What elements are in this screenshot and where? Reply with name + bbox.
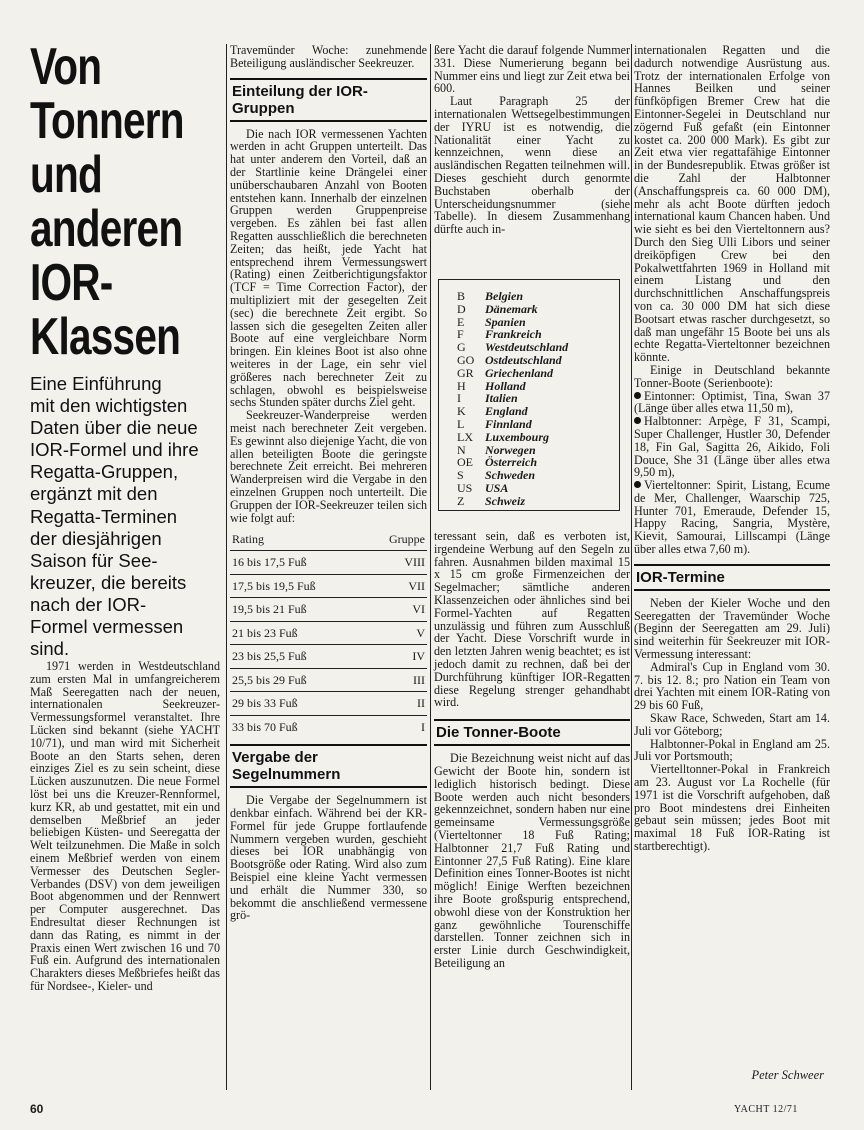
nation-name: Westdeutschland: [485, 340, 569, 355]
nation-row: [457, 431, 619, 444]
bullet-item: [634, 390, 830, 416]
table-row: [230, 692, 427, 716]
termine-paragraph: Neben der Kieler Woche und den Seeregatten der Travemünder Woche (Beginn der Seeregatten am 29. Juli) sind weiterhin für Seekreuzer mit IOR-Vermessung interessant:: [634, 595, 830, 662]
nation-row: [457, 482, 619, 495]
rating-cell: 19,5 bis 21 Fuß: [230, 598, 365, 622]
article-title: [30, 38, 184, 366]
table-header-row: [230, 528, 427, 551]
nation-row: [457, 469, 619, 482]
heading-termine: IOR-Termine: [634, 564, 830, 591]
nation-code: Z: [457, 493, 465, 508]
lead-line: mit den wichtigsten: [30, 395, 188, 417]
nation-code: I: [457, 391, 461, 406]
col4-paragraph-2: Einige in Deutschland bekannte Tonner-Boote (Serienboote):: [634, 362, 830, 390]
nation-code: E: [457, 314, 465, 329]
nation-row: [457, 303, 619, 316]
segelnummern-paragraph: Die Vergabe der Segelnummern ist denkbar einfach. Während bei der KR-Formel für jede Gruppe fortlaufende Nummern vergeben wurden, geschieht dieses bei IOR unabhängig von Bootsgröße oder Rating. Wird also zum Beispiel eine kleine Yacht vermessen und erhält die Nummer 330, so bekommt die anschließend vermessene grö-: [230, 793, 427, 923]
nation-code: N: [457, 442, 466, 457]
nation-name: Schweiz: [485, 493, 526, 508]
table-row: [230, 551, 427, 575]
title-line: anderen: [30, 200, 183, 258]
intro-paragraph: 1971 werden in Westdeutschland zum ersten Mal in umfangreicherem Maß Seeregatten nach der neuen, internationalen Seekreuzer-Vermessungsformel veranstaltet. Ihre Lücken sind bekannt (siehe YACHT 10/71), und man wird mit Sicherheit Boote an den Starts sehen, deren einziges Ziel es zu sein scheint, diese Lücken auszunutzen. Die neue Formel löst bei uns die Kreuzer-Rennformel, kurz KR, ab und gestattet, mit ein und demselben Meßbrief an jeder beliebigen Küsten- und Seeregatta der Welt teilzunehmen. Die Maße in solch einem Meßbrief werden von einem Vermesser des Deutschen Segler-Verbandes (DSV) von dem jeweiligen Boot abgenommen und der Rennwert per Computer ausgerechnet. Das Endresultat dieser Rechnungen ist dann das Rating, es nimmt in der Praxis einen Wert zwischen 16 und 70 Fuß ein. Aufgrund des internationalen Charakters dieses Meßbriefes heißt das für Nordsee-, Kieler- und: [30, 659, 220, 993]
table-row: [230, 598, 427, 622]
nation-code: G: [457, 340, 466, 355]
tonner-paragraph: Die Bezeichnung weist nicht auf das Gewicht der Boote hin, sondern ist lediglich historisch bedingt. Diese Boote werden auch nicht besonders gekennzeichnet, sondern haben nur eine gemeinsame Vermessungsgröße (Vierteltonner 18 Fuß Rating; Halbtonner 21,7 Fuß Rating und Eintonner 27,5 Fuß Rating). Eine klare Definition eines Tonner-Bootes ist nicht möglich! Einige Werften bezeichnen ihre Boote großspurig entsprechend, obwohl diese von der Konstruktion her ganz gewöhnliche Tourenschiffe darstellen. Tonner zeichnen sich in erster Linie durch Geschwindigkeit, Beteiligung an: [434, 751, 630, 970]
lead-line: nach der IOR-: [30, 593, 147, 615]
nation-name: Norwegen: [485, 442, 536, 457]
nation-code: B: [457, 289, 466, 303]
page-number: 60: [30, 1102, 44, 1116]
column-rule: [226, 44, 227, 1090]
rating-cell: 23 bis 25,5 Fuß: [230, 645, 365, 669]
title-line: Von: [30, 38, 102, 96]
rating-cell: 25,5 bis 29 Fuß: [230, 668, 365, 692]
nation-code: K: [457, 404, 466, 419]
nation-row: [457, 354, 619, 367]
author-signature: Peter Schweer: [751, 1068, 824, 1082]
nation-code: US: [457, 480, 473, 495]
nation-name: Ostdeutschland: [485, 352, 562, 367]
bullet-icon: [634, 481, 641, 488]
nation-row: [457, 444, 619, 457]
column-4: [634, 44, 830, 853]
nation-code: H: [457, 378, 466, 393]
nation-name: Spanien: [485, 314, 526, 329]
title-line: Klassen: [30, 308, 181, 366]
lead-line: ergänzt mit den: [30, 483, 158, 505]
einteilung-paragraph-2: Seekreuzer-Wanderpreise werden meist nach berechneter Zeit vergeben. Es gewinnt also diejenige Yacht, die von allen beteiligten Boote die geringste berechnete Zeit erreicht. Bei mehreren Wanderpreisen wird die Vergabe in den einzelnen Gruppen noch unterteilt. Die Gruppen der IOR-Seekreuzer teilen sich wie folgt auf:: [230, 408, 427, 525]
nation-name: USA: [485, 480, 509, 495]
title-line: Tonnern: [30, 92, 184, 150]
group-cell: I: [365, 715, 427, 738]
bullet-icon: [634, 392, 641, 399]
table-row: [230, 715, 427, 738]
lead-line: Regatta-Gruppen,: [30, 461, 179, 483]
group-cell: VIII: [365, 551, 427, 575]
col3-top-text: ßere Yacht die darauf folgende Nummer 331. Diese Numerierung begann bei Nummer eins und liegt zur Zeit etwa bei 600.: [434, 43, 630, 96]
nation-row: [457, 495, 619, 508]
lead-line: Eine Einführung: [30, 373, 162, 394]
table-row: [230, 621, 427, 645]
col3-paragraph-2: Laut Paragraph 25 der internationalen Wettsegelbestimmungen der IYRU ist es notwendig, die Nationalität einer Yacht zu kennzeichnen, wenn diese an ausländischen Regatten teilnehmen will. Dieses geschieht durch genormte Buchstaben oberhalb der Unterscheidungsnummer (siehe Tabelle). In diesem Zusammenhang dürfte auch in-: [434, 94, 630, 237]
column-rule: [430, 44, 431, 1090]
group-cell: VI: [365, 598, 427, 622]
nation-name: Frankreich: [485, 327, 542, 342]
nation-code: D: [457, 301, 466, 316]
termine-item: Halbtonner-Pokal in England am 25. Juli vor Portsmouth;: [634, 736, 830, 764]
nation-code: LX: [457, 429, 473, 444]
nation-row: [457, 290, 619, 303]
nation-code: S: [457, 468, 464, 483]
bullet-text: Eintonner: Optimist, Tina, Swan 37 (Länge über alles etwa 11,50 m),: [634, 388, 830, 416]
nation-name: Österreich: [485, 455, 537, 470]
heading-segelnummern: Vergabe der Segelnummern: [230, 744, 427, 788]
nation-row: [457, 456, 619, 469]
nation-code: F: [457, 327, 464, 342]
nation-code: GO: [457, 352, 475, 367]
heading-einteilung: Einteilung der IOR-Gruppen: [230, 78, 427, 122]
bullet-text: Vierteltonner: Spirit, Listang, Ecume de Mer, Challenger, Waarschip 725, Hunter 701, Emeraude, Defender 15, Happy Racing, Sangria, Mystère, Kievit, Samourai, Lillscampi (Länge über alles etwa 7,60 m).: [634, 478, 830, 557]
nation-code: L: [457, 416, 465, 431]
table-header-rating: Rating: [232, 531, 264, 546]
rating-cell: 17,5 bis 19,5 Fuß: [230, 574, 365, 598]
nation-name: Belgien: [485, 289, 523, 303]
lead-line: sind.: [30, 638, 70, 660]
bullet-item: [634, 479, 830, 556]
table-row: [230, 645, 427, 669]
table-row: [230, 668, 427, 692]
lead-line: IOR-Formel und ihre: [30, 439, 199, 461]
bullet-icon: [634, 417, 641, 424]
rating-cell: 21 bis 23 Fuß: [230, 621, 365, 645]
nation-row: [457, 392, 619, 405]
nation-row: [457, 367, 619, 380]
bullet-item: [634, 415, 830, 479]
magazine-reference: YACHT 12/71: [734, 1104, 798, 1115]
col3-paragraph-3: teressant sein, daß es verboten ist, irgendeine Werbung auf den Segeln zu fahren. Ausnahmen bilden maximal 15 x 15 cm große Firmenzeichen der Segelmacher; sämtliche anderen Klassenzeichen oder ähnliches sind bei Formel-Yachten auf Regatten unzulässig und führen zum Ausschluß der Yacht. Diese Vorschrift wurde in den letzten Jahren wenig beachtet; es ist jedoch damit zu rechnen, daß bei der Durchführung künftiger IOR-Regatten diese Regelung strenger gehandhabt wird.: [434, 529, 630, 710]
rating-group-table: [230, 528, 427, 738]
nation-code: GR: [457, 365, 474, 380]
nation-name: Italien: [485, 391, 518, 406]
group-cell: V: [365, 621, 427, 645]
nation-name: England: [485, 404, 528, 419]
nation-row: [457, 418, 619, 431]
nation-name: Holland: [485, 378, 526, 393]
einteilung-paragraph-1: Die nach IOR vermessenen Yachten werden in acht Gruppen unterteilt. Das hat unter anderem den Vorteil, daß an der Startlinie keine Drängelei einer unüberschaubaren Anzahl von Booten entstehen kann. Innerhalb der einzelnen Gruppen werden Gruppenpreise vergeben. Es zählen bei fast allen Regatten ausschließlich die berechneten Zeiten; das heißt, jede Yacht hat entsprechend ihrem Vermessungswert (Rating) einen Zeitberichtigungsfaktor (TCF = Time Correction Factor), der multipliziert mit der gesegelten Zeit (sec) die berechnete Zeit ergibt. So lassen sich die gesegelten Zeiten aller Boote auf eine vergleichbare Norm bringen. Ein kleines Boot ist also ohne weiteres in der Lage, ein sehr viel größeres nach berechneter Zeit zu schlagen, obwohl es beispielsweise sechs Stunden später durchs Ziel geht.: [230, 126, 427, 410]
rating-cell: 16 bis 17,5 Fuß: [230, 551, 365, 575]
col4-paragraph-1: internationalen Regatten und die dadurch notwendige Ausrüstung aus. Trotz der internationalen Erfolge von Hannes Beilken und seiner fünfköpfigen Bremer Crew hat die Eintonner-Segelei in Deutschland nur zögernd Fuß gefaßt (ein Eintonner kostet ca. 200 000 Mark). Es gibt zur Zeit etwa vier regattafähige Eintonner in der Bundesrepublik. Etwas größer ist die Zahl der Halbtonner (Anschaffungspreis ca. 60 000 DM), mehr als acht Boote dürften jedoch international kaum Chancen haben. Und wie sieht es bei den Vierteltonnern aus? Durch den Sieg Ulli Libors und seiner dreiköpfigen Crew bei den Pokalwettfahrten 1969 in Holland mit einem Listang und den durchschnittlichen Anschaffungspreis von ca. 30 000 DM hat sich diese Bootsart etwas rascher durchgesetzt, so daß man ungefähr 15 Boote bei uns als echte Regatta-Vierteltonner bezeichnen könnte.: [634, 43, 830, 365]
column-2: [230, 44, 427, 922]
rating-cell: 29 bis 33 Fuß: [230, 692, 365, 716]
lead-line: der diesjährigen: [30, 527, 162, 549]
nation-name: Dänemark: [485, 301, 538, 316]
lead-line: Regatta-Terminen: [30, 505, 178, 527]
article-lead: [30, 373, 227, 660]
nation-row: [457, 405, 619, 418]
rating-cell: 33 bis 70 Fuß: [230, 715, 365, 738]
termine-item: Skaw Race, Schweden, Start am 14. Juli vor Göteborg;: [634, 711, 830, 738]
col2-top-text: Travemünder Woche: zunehmende Beteiligung ausländischer Seekreuzer.: [230, 43, 427, 70]
table-header-group: Gruppe: [389, 531, 425, 546]
column-3: [434, 44, 630, 236]
nation-name: Griechenland: [485, 365, 554, 380]
group-cell: VII: [365, 574, 427, 598]
nation-name: Finnland: [485, 416, 532, 431]
nation-row: [457, 380, 619, 393]
bullet-text: Halbtonner: Arpège, F 31, Scampi, Super Challenger, Hustler 30, Defender 18, Fin Gal, Sagitta 26, Aikido, Foli Douce, She 31 (Länge über alles etwa 9,50 m),: [634, 414, 830, 480]
column-3-lower: [434, 530, 630, 970]
group-cell: IV: [365, 645, 427, 669]
column-rule: [631, 44, 632, 1090]
nation-name: Luxembourg: [485, 429, 550, 444]
lead-line: Formel vermessen: [30, 616, 184, 638]
nation-name: Schweden: [485, 468, 536, 483]
lead-line: Daten über die neue: [30, 417, 198, 439]
termine-item: Viertelltonner-Pokal in Frankreich am 23. August vor La Rochelle (für 1971 ist die Vorschrift aufgehoben, daß pro Boot mindestens drei Einheiten gebaut sein müssen; jedes Boot mit maximal 18 Fuß IOR-Rating ist startberechtigt).: [634, 762, 830, 854]
group-cell: II: [365, 692, 427, 716]
title-line: und: [30, 146, 102, 204]
lead-line: Saison für See-: [30, 549, 158, 571]
nationality-table: [438, 279, 620, 511]
heading-tonner: Die Tonner-Boote: [434, 719, 630, 746]
termine-item: Admiral's Cup in England vom 30. 7. bis 12. 8.; pro Nation ein Team von drei Yachten mit einem IOR-Rating von 29 bis 60 Fuß,: [634, 659, 830, 713]
group-cell: III: [365, 668, 427, 692]
title-line: IOR-: [30, 254, 113, 312]
table-row: [230, 574, 427, 598]
lead-line: kreuzer, die bereits: [30, 571, 187, 593]
nation-code: OE: [457, 455, 473, 470]
